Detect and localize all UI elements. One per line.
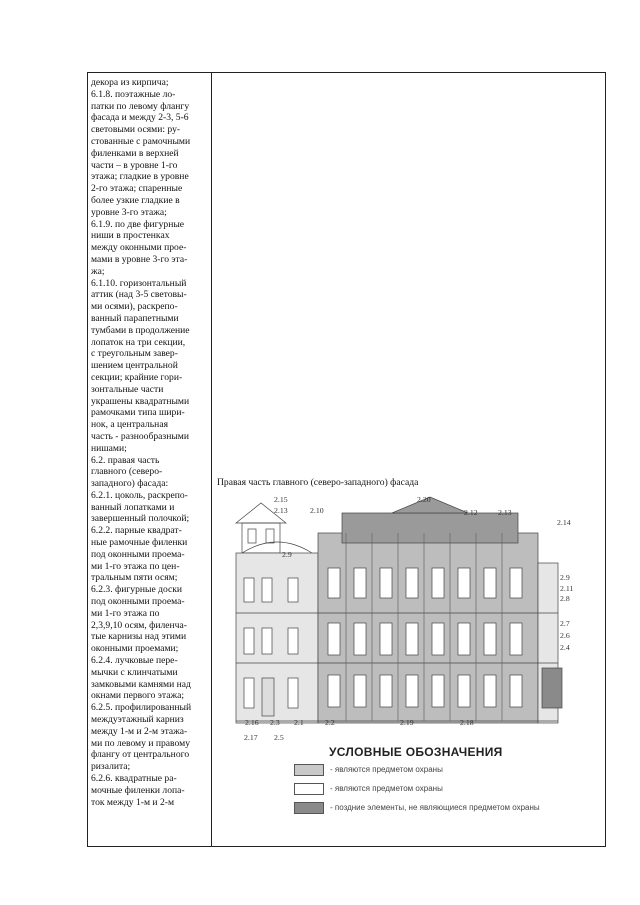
text-line: мочные филенки лопа- xyxy=(91,784,185,796)
text-line: зонтальные части xyxy=(91,383,164,395)
text-line: окнами первого этажа; xyxy=(91,690,185,702)
drawing-label: 2.20 xyxy=(417,495,431,504)
text-line: между оконными прое- xyxy=(91,242,187,254)
text-line: более узкие гладкие в xyxy=(91,194,180,206)
text-line: ми 1-го этажа по xyxy=(91,607,160,619)
text-line: патки по левому флангу xyxy=(91,100,190,112)
text-line: шением центральной xyxy=(91,360,178,372)
facade-drawing xyxy=(222,493,582,743)
text-line: тые карнизы над этими xyxy=(91,631,187,643)
text-line: 6.1.10. горизонтальный xyxy=(91,277,187,289)
text-line: тральным пяти осям; xyxy=(91,572,178,584)
text-line: стованные с рамочными xyxy=(91,135,191,147)
text-line: мычки с клинчатыми xyxy=(91,666,178,678)
drawing-label: 2.10 xyxy=(310,506,324,515)
text-line: 6.2.3. фигурные доски xyxy=(91,584,183,596)
text-column xyxy=(88,77,208,808)
drawing-label: 2.1 xyxy=(294,718,304,727)
text-line: уровне 3-го этажа; xyxy=(91,206,167,218)
text-line: 6.2.1. цоколь, раскрепо- xyxy=(91,489,188,501)
text-line: ми 1-го этажа по цен- xyxy=(91,560,180,572)
text-line: под оконными проема- xyxy=(91,596,185,608)
text-line: жа; xyxy=(91,265,105,277)
text-line: рамочками типа шири- xyxy=(91,407,185,419)
text-line: мами в уровне 3-го эта- xyxy=(91,253,188,265)
document-table xyxy=(87,72,606,847)
legend-swatch xyxy=(294,802,324,814)
text-line: декора из кирпича; xyxy=(91,77,169,88)
text-line: филенками в верхней xyxy=(91,147,179,159)
legend-title: УСЛОВНЫЕ ОБОЗНАЧЕНИЯ xyxy=(329,745,503,759)
text-line: замковыми камнями над xyxy=(91,678,191,690)
text-line: аттик (над 3-5 световы- xyxy=(91,289,187,301)
legend-text: - являются предметом охраны xyxy=(330,765,443,774)
text-line: под оконными проема- xyxy=(91,548,185,560)
text-line: главного (северо- xyxy=(91,466,163,478)
drawing-label: 2.7 xyxy=(560,619,570,628)
drawing-label: 2.8 xyxy=(560,594,570,603)
drawing-label: 2.11 xyxy=(560,584,574,593)
text-line: 2,3,9,10 осям, филенча- xyxy=(91,619,187,631)
drawing-label: 2.2 xyxy=(325,718,335,727)
drawing-label: 2.3 xyxy=(270,718,280,727)
text-line: 6.2. правая часть xyxy=(91,454,160,466)
text-line: нок, а центральная xyxy=(91,419,168,431)
drawing-label: 2.19 xyxy=(400,718,414,727)
text-line: западного) фасада: xyxy=(91,478,169,490)
text-line: световыми осями: ру- xyxy=(91,124,181,136)
text-line: часть - разнообразными xyxy=(91,430,189,442)
text-line: между 1-м и 2-м этажа- xyxy=(91,725,188,737)
drawing-label: 2.12 xyxy=(464,508,478,517)
text-line: этажа; гладкие в уровне xyxy=(91,171,189,183)
text-line: 2-го этажа; спаренные xyxy=(91,183,183,195)
figure-caption: Правая часть главного (северо-западного) фасада xyxy=(217,477,419,488)
text-line: 6.2.6. квадратные ра- xyxy=(91,773,177,785)
legend-swatch xyxy=(294,764,324,776)
drawing-label: 2.14 xyxy=(557,518,571,527)
text-line: 6.1.8. поэтажные ло- xyxy=(91,88,176,100)
text-line: ми осями), раскрепо- xyxy=(91,301,178,313)
drawing-label: 2.17 xyxy=(244,733,258,742)
text-line: с треугольным завер- xyxy=(91,348,178,360)
text-line: фасада и между 2-3, 5-6 xyxy=(91,112,189,124)
text-line: ные рамочные филенки xyxy=(91,537,188,549)
text-line: 6.2.2. парные квадрат- xyxy=(91,525,182,537)
drawing-label: 2.18 xyxy=(460,718,474,727)
drawing-label: 2.5 xyxy=(274,733,284,742)
drawing-label: 2.6 xyxy=(560,631,570,640)
legend-text: - являются предметом охраны xyxy=(330,784,443,793)
text-line: лопаток на три секции, xyxy=(91,336,186,348)
drawing-label: 2.16 xyxy=(245,718,259,727)
text-line: ванный лопатками и xyxy=(91,501,175,513)
text-line: секции; крайние гори- xyxy=(91,371,183,383)
text-line: тумбами в продолжение xyxy=(91,324,190,336)
text-line: флангу от центрального xyxy=(91,749,190,761)
text-line: 6.2.5. профилированный xyxy=(91,702,192,714)
text-line: ми по левому и правому xyxy=(91,737,190,749)
text-line: оконными проемами; xyxy=(91,643,179,655)
legend-swatch xyxy=(294,783,324,795)
text-line: ванный парапетными xyxy=(91,312,179,324)
text-line: нишами; xyxy=(91,442,127,454)
drawing-label: 2.4 xyxy=(560,643,570,652)
drawing-label: 2.13 xyxy=(274,506,288,515)
text-line: 6.1.9. по две фигурные xyxy=(91,218,185,230)
text-line: ток между 1-м и 2-м xyxy=(91,796,175,808)
drawing-label: 2.13 xyxy=(498,508,512,517)
legend-text: - поздние элементы, не являющиеся предметом охраны xyxy=(330,803,540,812)
text-line: украшены квадратными xyxy=(91,395,190,407)
drawing-label: 2.9 xyxy=(560,573,570,582)
text-line: завершенный полочкой; xyxy=(91,513,190,525)
text-line: части – в уровне 1-го xyxy=(91,159,178,171)
drawing-label: 2.15 xyxy=(274,495,288,504)
text-line: междуэтажный карниз xyxy=(91,714,184,726)
text-line: ризалита; xyxy=(91,761,131,773)
figure-column xyxy=(212,73,605,846)
text-line: ниши в простенках xyxy=(91,230,170,242)
text-line: 6.2.4. лучковые пере- xyxy=(91,655,178,667)
drawing-label: 2.9 xyxy=(282,550,292,559)
